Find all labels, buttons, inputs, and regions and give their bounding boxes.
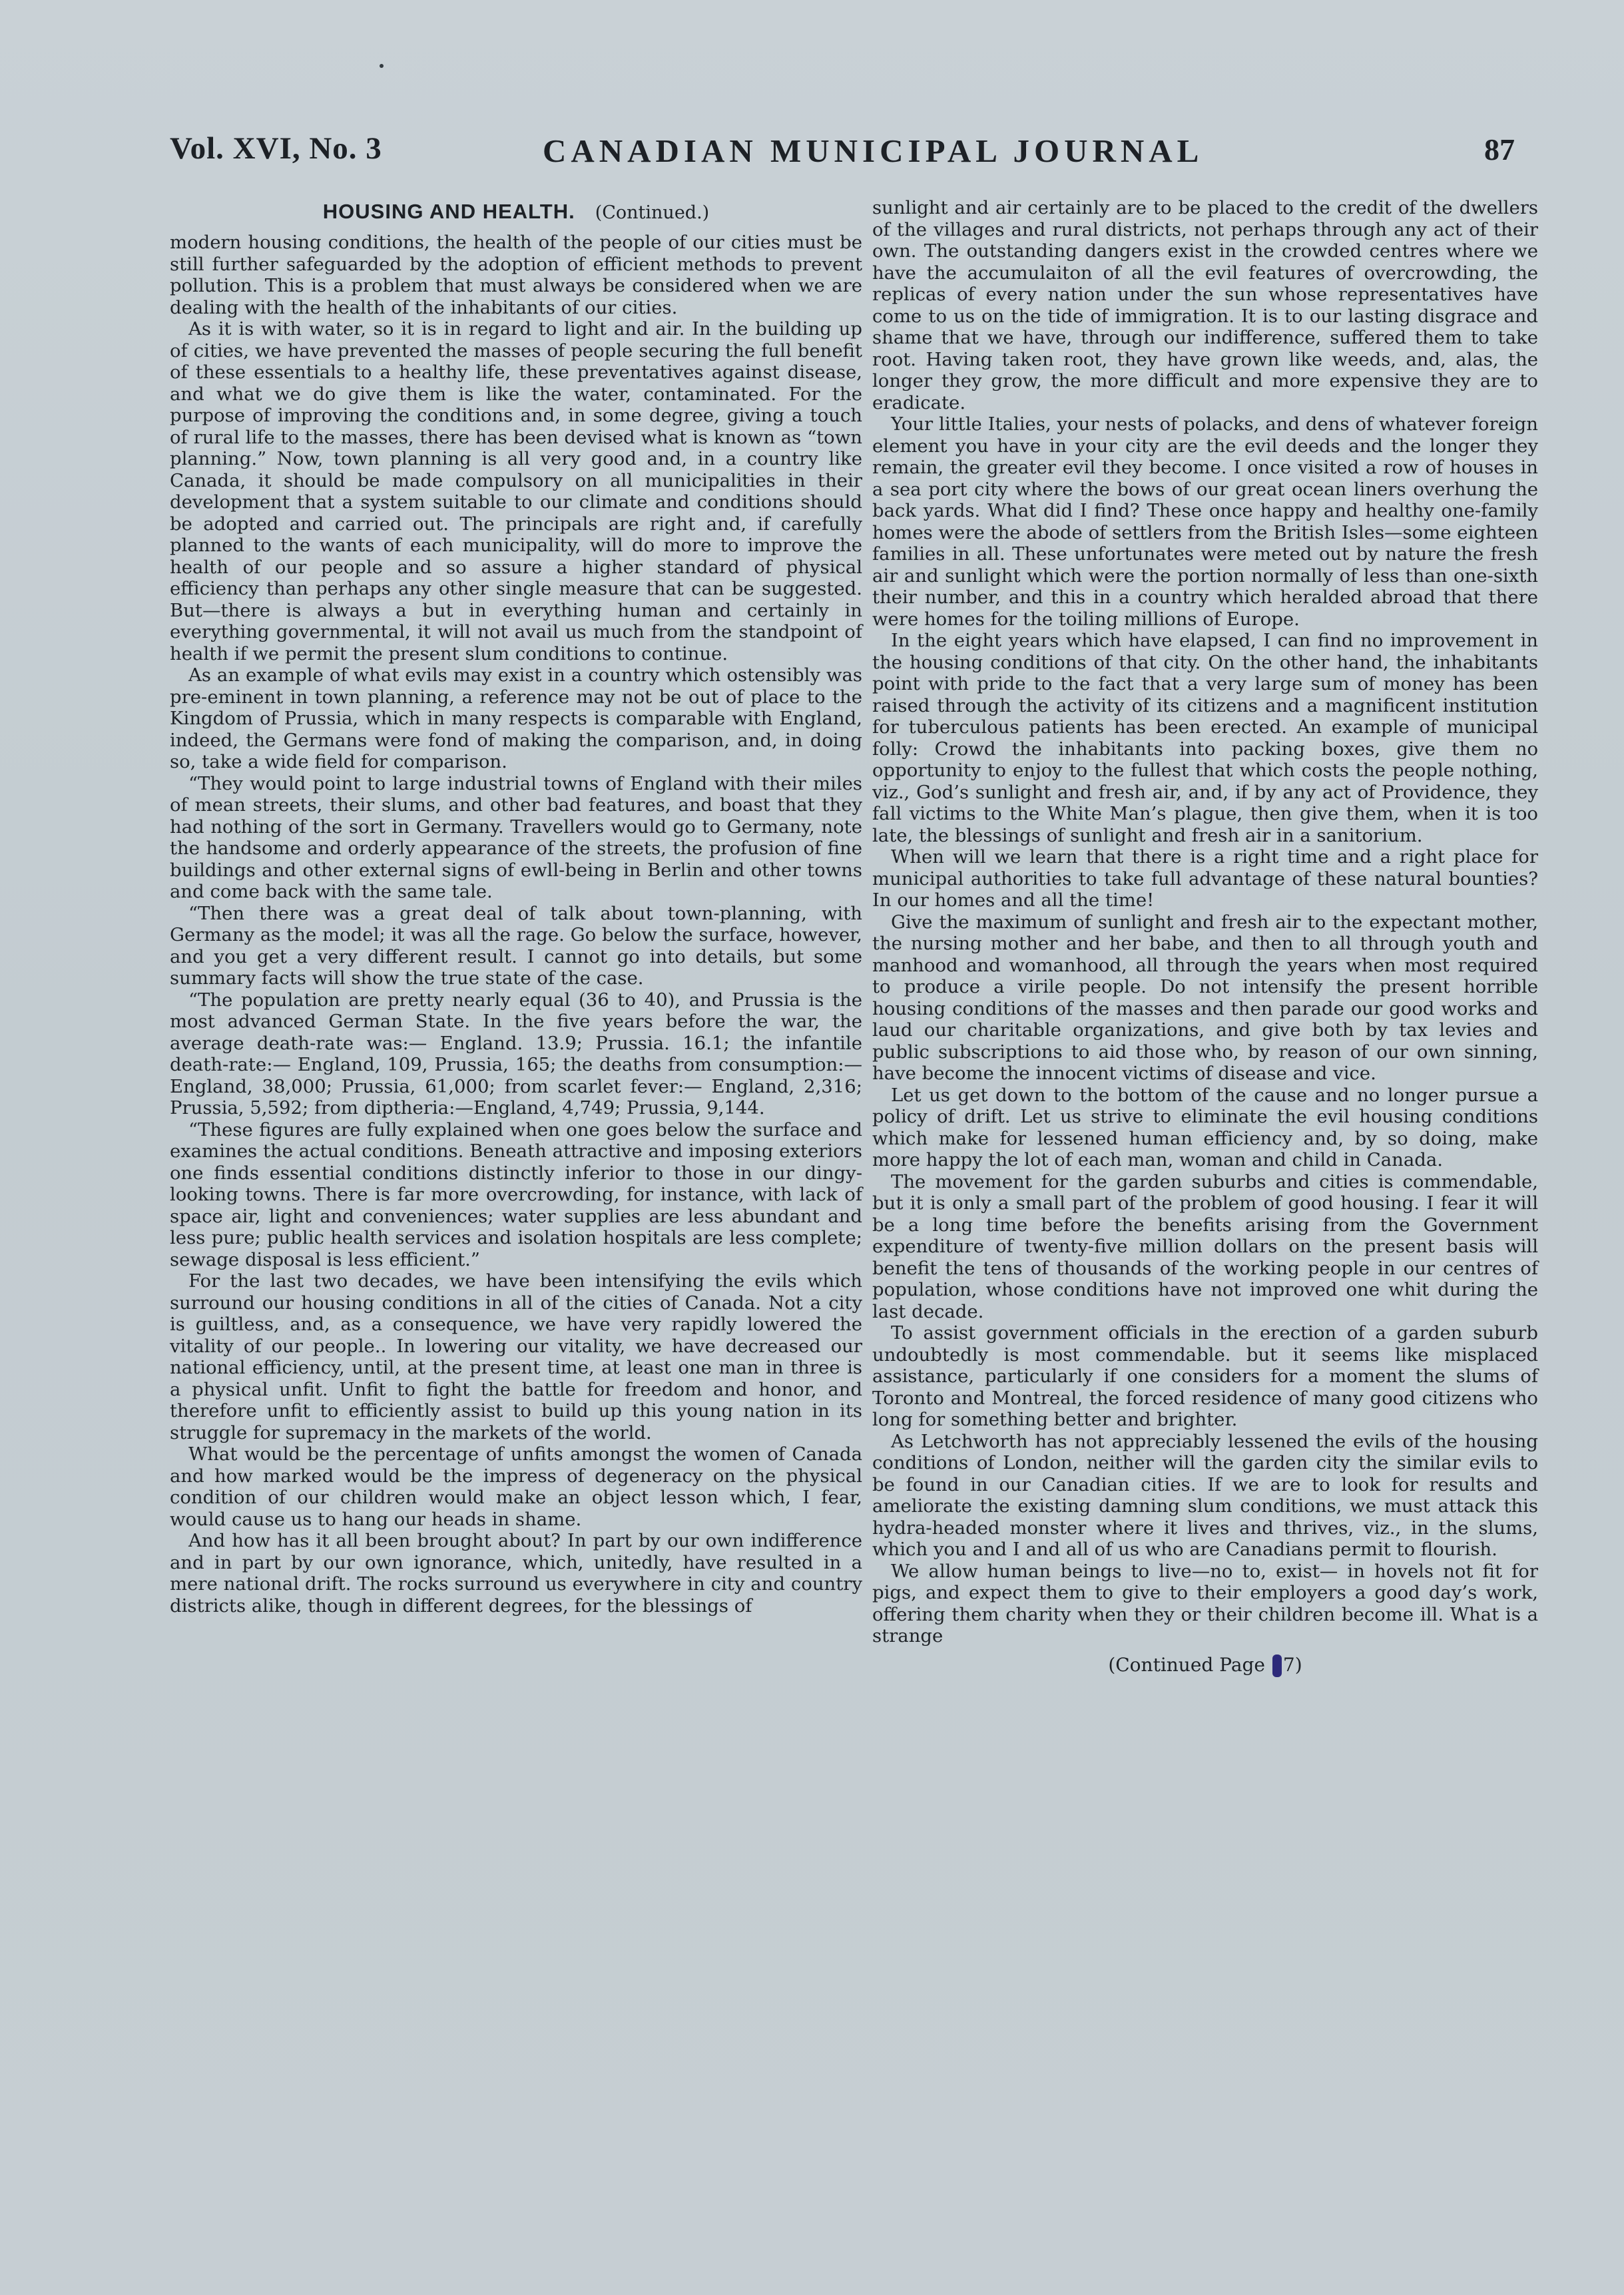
page-number: 87 — [1484, 132, 1515, 166]
volume-number: Vol. XVI, No. 3 — [170, 131, 382, 166]
paragraph: To assist government officials in the erection of a garden suburb undoubtedly is most commendable. but it seems like misplaced assistance, particularly if one considers for a moment the slums of Toronto and Montreal, the forced residence of many good citizens who long for something better and brighter. — [872, 1322, 1538, 1430]
page-header — [170, 130, 1515, 177]
paragraph: When will we learn that there is a right time and a right place for municipal authorities to take full advantage of these natural bounties? In our homes and all the time! — [872, 846, 1538, 911]
paragraph: As an example of what evils may exist in a country which ostensibly was pre-eminent in town planning, a reference may not be out of place to the Kingdom of Prussia, which in many respects is comparable with England, indeed, the Germans were fond of making the comparison, and, in doing so, take a wide field for comparison. — [170, 664, 862, 772]
paragraph: sunlight and air certainly are to be placed to the credit of the dwellers of the villages and rural districts, not perhaps through any act of their own. The outstanding dangers exist in the crowded centres where we have the accumulaiton of all the evil features of overcrowding, the replicas of every nation under the sun whose representatives have come to us on the tide of immigration. It is to our lasting disgrace and shame that we have, through our indifference, suffered them to take root. Having taken root, they have grown like weeds, and, alas, the longer they grow, the more difficult and more expensive they are to eradicate. — [872, 197, 1538, 413]
paragraph: “Then there was a great deal of talk about town-planning, with Germany as the model; it was all the rage. Go below the surface, however, and you get a very different result. I cannot go into details, but some summary facts will show the true state of the case. — [170, 902, 862, 989]
continued-note-text: (Continued Page — [1108, 1653, 1271, 1676]
paragraph: Give the maximum of sunlight and fresh air to the expectant mother, the nursing mother and her babe, and then to all through youth and manhood and womanhood, all through the years when most required to produce a virile people. Do not intensify the present horrible housing conditions of the masses and then parade our good works and laud our charitable organizations, and give both by tax levies and public subscriptions to aid those who, by reason of our own sinning, have become the innocent victims of disease and vice. — [872, 911, 1538, 1084]
paragraph: What would be the percentage of unfits amongst the women of Canada and how marked would be the impress of degeneracy on the physical condition of our children would make an object lesson which, I fear, would cause us to hang our heads in shame. — [170, 1443, 862, 1530]
paragraph: “These figures are fully explained when one goes below the surface and examines the actual conditions. Beneath attractive and imposing exteriors one finds essential conditions distinctly inferior to those in our dingy-looking towns. There is far more overcrowding, for instance, with lack of space air, light and conveniences; water supplies are less abundant and less pure; public health services and isolation hospitals are less complete; sewage disposal is less efficient.” — [170, 1119, 862, 1270]
journal-title: CANADIAN MUNICIPAL JOURNAL — [543, 132, 1204, 169]
ink-speck — [380, 64, 384, 68]
paragraph: And how has it all been brought about? In part by our own indifference and in part by our own ignorance, which, unitedly, have resulted in a mere national drift. The rocks surround us everywhere in city and country districts alike, though in different degrees, for the blessings of — [170, 1530, 862, 1617]
left-column — [170, 197, 862, 1617]
paragraph: Let us get down to the bottom of the cause and no longer pursue a policy of drift. Let us strive to eliminate the evil housing conditions which make for lessened human efficiency and, by so doing, make more happy the lot of each man, woman and child in Canada. — [872, 1084, 1538, 1170]
ink-mark — [1272, 1655, 1282, 1677]
paragraph: As Letchworth has not appreciably lessened the evils of the housing conditions of London, neither will the garden city the similar evils to be found in our Canadian cities. If we are to look for results and ameliorate the existing damning slum conditions, we must attack this hydra-headed monster where it lives and thrives, viz., in the slums, which you and I and all of us who are Canadians permit to flourish. — [872, 1430, 1538, 1560]
continued-note-page: 7) — [1282, 1653, 1302, 1676]
right-column — [872, 197, 1538, 1677]
paragraph: The movement for the garden suburbs and cities is commendable, but it is only a small part of the problem of good housing. I fear it will be a long time before the benefits arising from the Government expenditure of twenty-five million dollars on the present basis will benefit the tens of thousands of the working people in our centres of population, whose conditions have not improved one whit during the last decade. — [872, 1170, 1538, 1322]
continued-note — [872, 1654, 1538, 1678]
paragraph: As it is with water, so it is in regard to light and air. In the building up of cities, we have prevented the masses of people securing the full benefit of these essentials to a healthy life, these preventatives against disease, and what we do give them is like the water, contaminated. For the purpose of improving the conditions and, in some degree, giving a touch of rural life to the masses, there has been devised what is known as “town planning.” Now, town planning is all very good and, in a country like Canada, it should be made compulsory on all municipalities in their development that a system suitable to our climate and conditions should be adopted and carried out. The principals are right and, if carefully planned to the wants of each municipality, will do more to improve the health of our people and so assure a higher standard of physical efficiency than perhaps any other single measure that can be suggested. But—there is always a but in everything human and certainly in everything governmental, it will not avail us much from the standpoint of health if we permit the present slum conditions to continue. — [170, 318, 862, 664]
article-title-note: (Continued.) — [595, 202, 710, 223]
paragraph: In the eight years which have elapsed, I can find no improvement in the housing conditions of that city. On the other hand, the inhabitants point with pride to the fact that a very large sum of money has been raised through the activity of its citizens and a magnificent institution for tuberculous patients has been erected. An example of municipal folly: Crowd the inhabitants into packing boxes, give them no opportunity to enjoy to the fullest that which costs the people nothing, viz., God’s sunlight and fresh air, and, if by any act of Providence, they fall victims to the White Man’s plague, then give them, when it is too late, the blessings of sunlight and fresh air in a sanitorium. — [872, 630, 1538, 846]
article-heading — [170, 197, 862, 226]
paragraph: Your little Italies, your nests of polacks, and dens of whatever foreign element you have in your city are the evil deeds and the longer they remain, the greater evil they become. I once visited a row of houses in a sea port city where the bows of our great ocean liners overhung the back yards. What did I find? These once happy and healthy one-family homes were the abode of settlers from the British Isles—some eighteen families in all. These unfortunates were meted out by nature the fresh air and sunlight which were the portion normally of less than one-sixth their number, and this in a country which heralded abroad that there were homes for the toiling millions of Europe. — [872, 413, 1538, 630]
article-title: HOUSING AND HEALTH. — [322, 200, 575, 223]
paragraph: We allow human beings to live—no to, exist— in hovels not fit for pigs, and expect them to give to their employers a good day’s work, offering them charity when they or their children become ill. What is a strange — [872, 1560, 1538, 1647]
paragraph: “The population are pretty nearly equal (36 to 40), and Prussia is the most advanced German State. In the five years before the war, the average death-rate was:— England. 13.9; Prussia. 16.1; the infantile death-rate:— England, 109, Prussia, 165; the deaths from consumption:— England, 38,000; Prussia, 61,000; from scarlet fever:— England, 2,316; Prussia, 5,592; from diptheria:—England, 4,749; Prussia, 9,144. — [170, 989, 862, 1119]
paragraph: “They would point to large industrial towns of England with their miles of mean streets, their slums, and other bad features, and boast that they had nothing of the sort in Germany. Travellers would go to Germany, note the handsome and orderly appearance of the streets, the profusion of fine buildings and other external signs of ewll-being in Berlin and other towns and come back with the same tale. — [170, 772, 862, 902]
paragraph: modern housing conditions, the health of the people of our cities must be still further safeguarded by the adoption of efficient methods to prevent pollution. This is a problem that must always be considered when we are dealing with the health of the inhabitants of our cities. — [170, 232, 862, 318]
paragraph: For the last two decades, we have been intensifying the evils which surround our housing conditions in all of the cities of Canada. Not a city is guiltless, and, as a consequence, we have very rapidly lowered the vitality of our people.. In lowering our vitality, we have decreased our national efficiency, until, at the present time, at least one man in three is a physical unfit. Unfit to fight the battle for freedom and honor, and therefore unfit to efficiently assist to build up this young nation in its struggle for supremacy in the markets of the world. — [170, 1270, 862, 1443]
